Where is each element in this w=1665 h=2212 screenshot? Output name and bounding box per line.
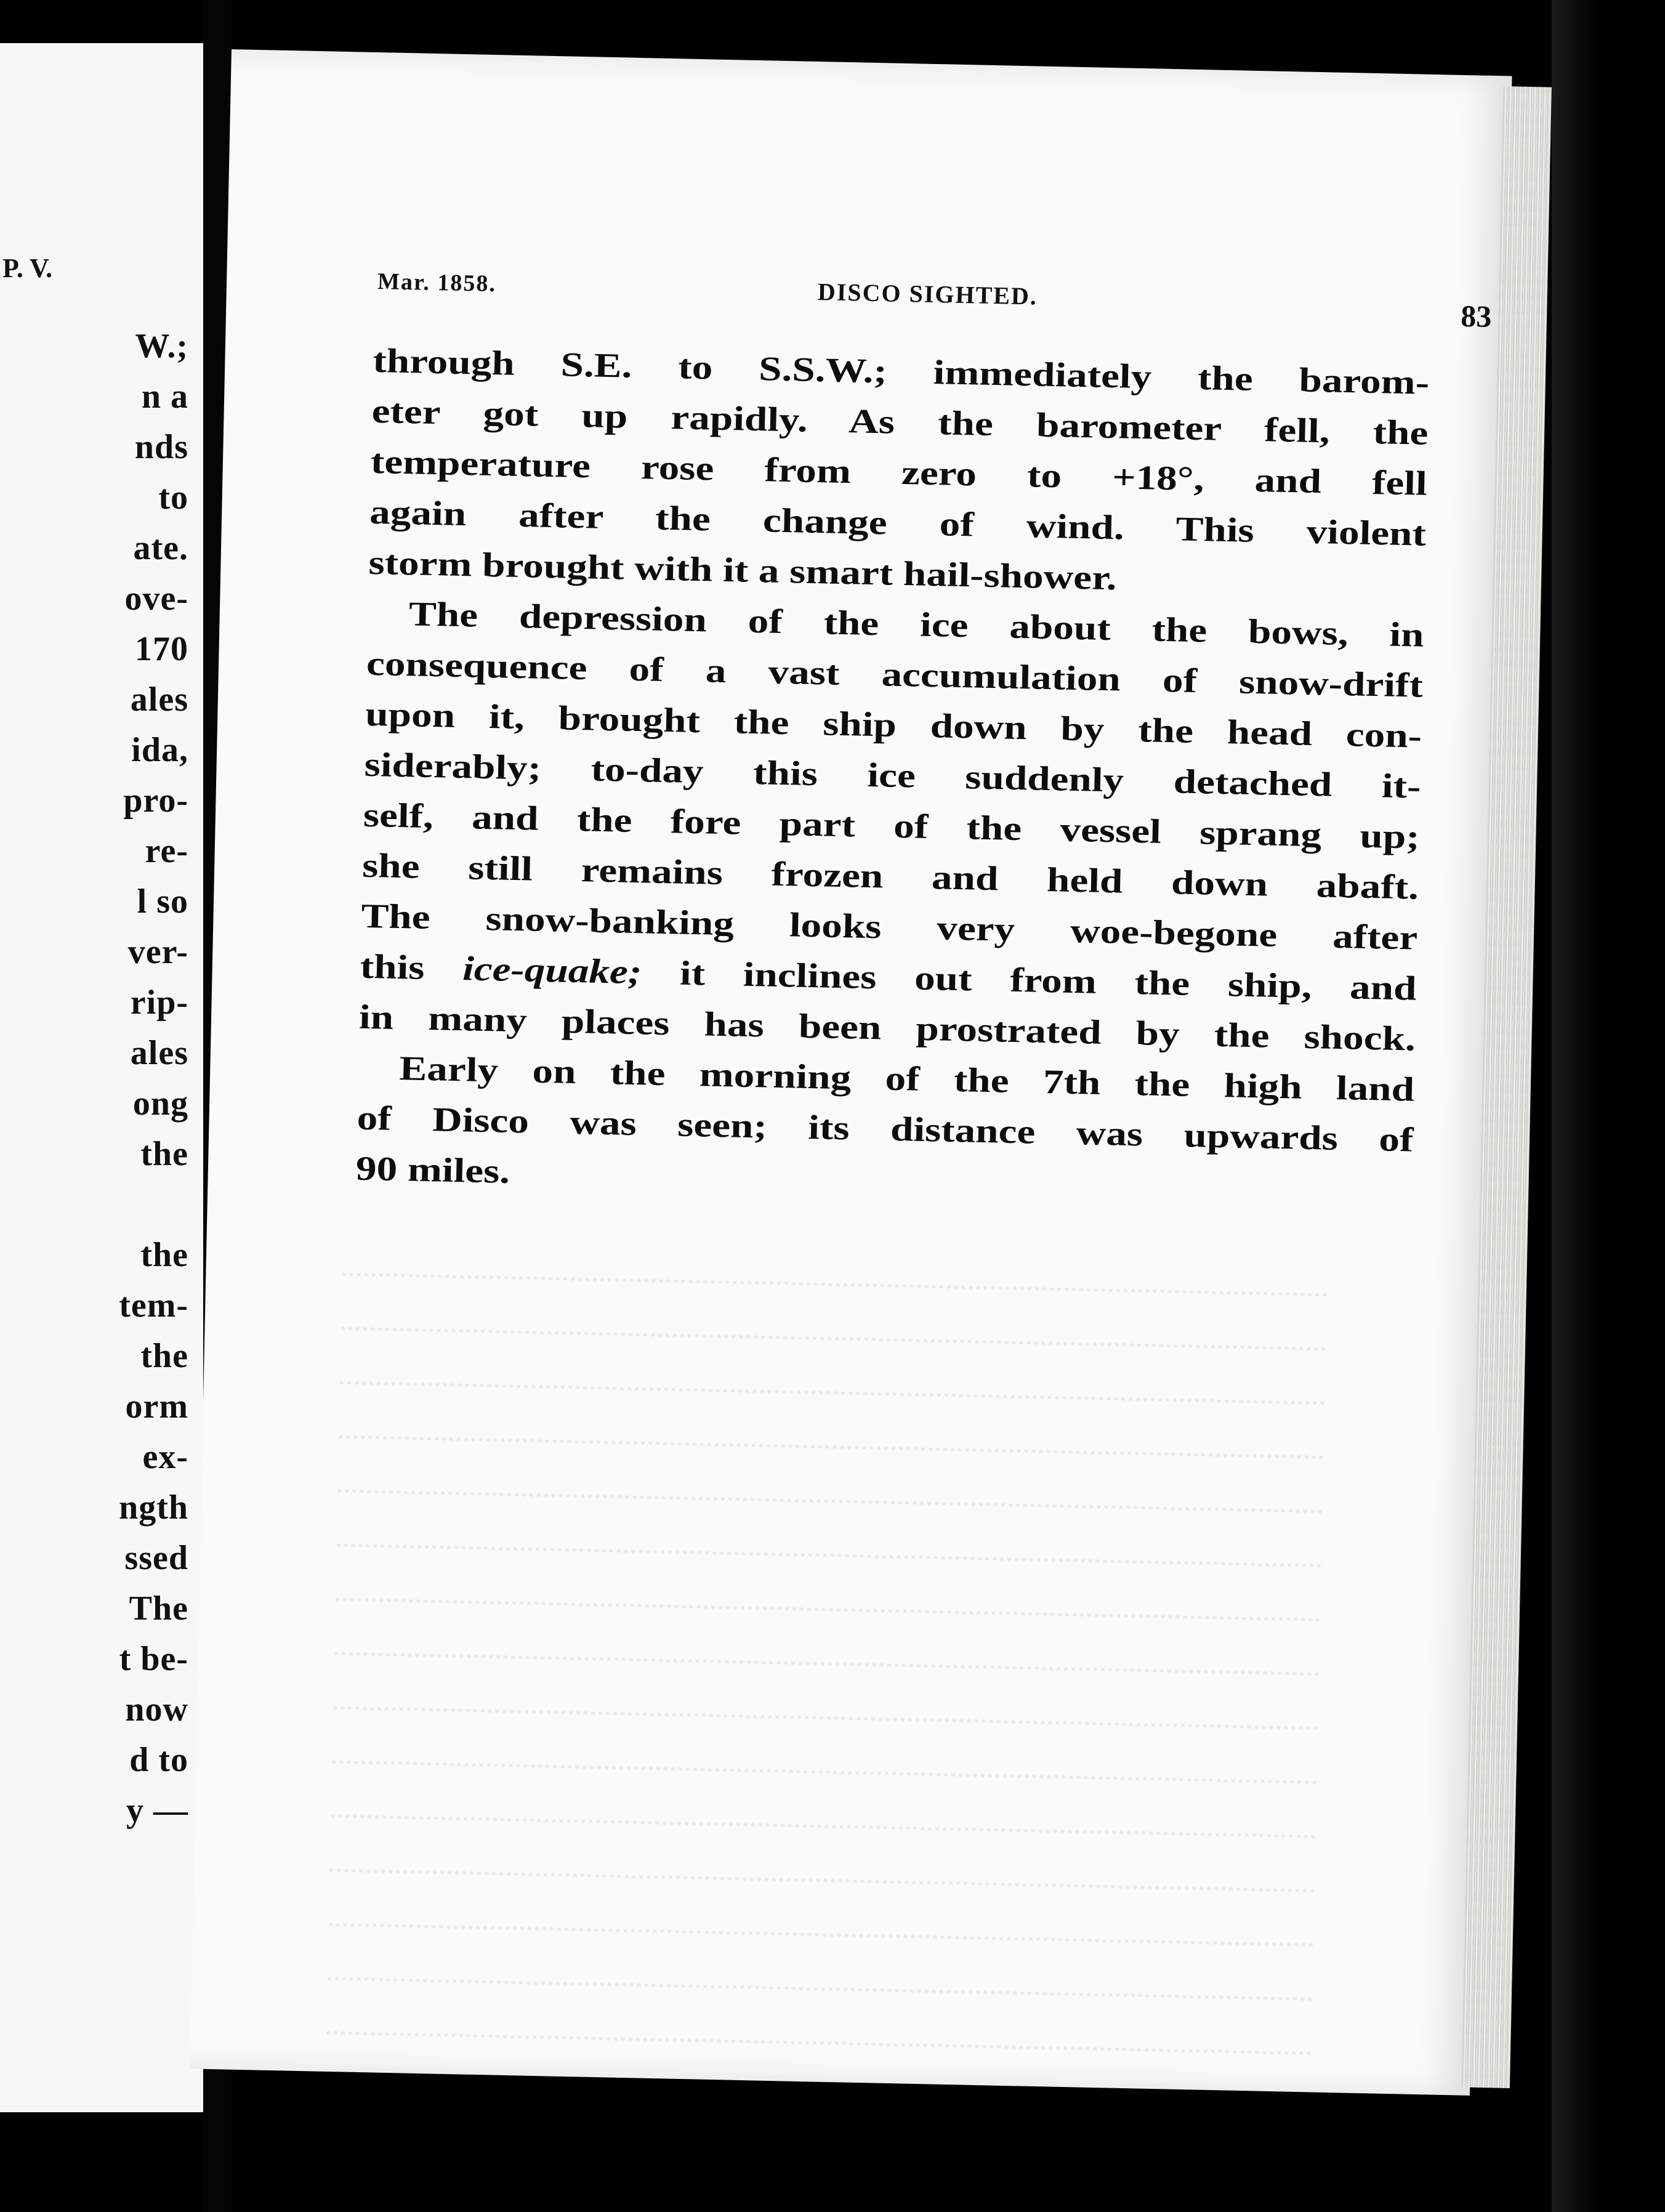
text-line: storm brought with it a smart hail-shower. bbox=[368, 543, 1118, 598]
left-line-fragment: ate. bbox=[133, 529, 188, 567]
text-line: again after the change of wind. This violent bbox=[369, 493, 1427, 554]
left-line-fragment: t be- bbox=[119, 1640, 188, 1678]
left-line-fragment: ssed bbox=[124, 1539, 188, 1577]
left-page-header-fragment: P. V. bbox=[2, 253, 53, 283]
scan-background bbox=[1552, 0, 1665, 2212]
left-line-fragment: pro- bbox=[123, 781, 188, 820]
right-page bbox=[189, 49, 1512, 2096]
left-line-fragment: ngth bbox=[119, 1488, 188, 1527]
text-line: eter got up rapidly. As the barometer fell, the bbox=[371, 392, 1429, 453]
left-line-fragment: orm bbox=[125, 1387, 188, 1426]
left-line-fragment: W.; bbox=[135, 327, 188, 365]
running-head bbox=[377, 268, 1492, 334]
left-line-fragment: ex- bbox=[142, 1438, 188, 1476]
text-line: temperature rose from zero to +18°, and fell bbox=[370, 442, 1428, 503]
text-segment: it inclines out from the ship, and bbox=[679, 954, 1417, 1008]
page-number: 83 bbox=[1460, 298, 1492, 334]
left-line-fragment: ver- bbox=[127, 933, 188, 971]
left-line-fragment: the bbox=[140, 1236, 188, 1274]
left-line-fragment: the bbox=[140, 1135, 188, 1173]
left-line-fragment: rip- bbox=[130, 983, 188, 1022]
running-head-date: Mar. 1858. bbox=[377, 268, 497, 297]
text-line: The depression of the ice about the bows, in bbox=[408, 595, 1425, 655]
left-line-fragment: 170 bbox=[135, 630, 188, 668]
left-facing-page bbox=[0, 43, 203, 2112]
text-line: upon it, brought the ship down by the head con- bbox=[365, 695, 1422, 756]
text-segment: this bbox=[360, 947, 425, 987]
text-line: through S.E. to S.S.W.; immediately the barom- bbox=[372, 341, 1430, 402]
left-line-fragment: n a bbox=[141, 377, 188, 416]
body-text bbox=[355, 336, 1430, 1216]
left-line-fragment: the bbox=[140, 1337, 188, 1375]
left-line-fragment: y — bbox=[126, 1791, 188, 1830]
text-line: Early on the morning of the 7th the high land bbox=[398, 1049, 1415, 1109]
left-line-fragment: tem- bbox=[119, 1286, 188, 1325]
text-line: 90 miles. bbox=[355, 1149, 510, 1191]
left-line-fragment: ove- bbox=[124, 579, 188, 618]
left-line-fragment: ida, bbox=[131, 731, 188, 769]
left-line-fragment: d to bbox=[129, 1741, 188, 1779]
left-line-fragment: ales bbox=[130, 680, 188, 719]
text-line: she still remains frozen and held down abaft. bbox=[361, 846, 1419, 907]
text-line: consequence of a vast accumulation of snow-drift bbox=[366, 644, 1424, 705]
left-line-fragment: l so bbox=[137, 882, 188, 921]
running-head-title: DISCO SIGHTED. bbox=[817, 278, 1038, 310]
text-line: self, and the fore part of the vessel sprang up; bbox=[363, 796, 1421, 857]
text-line: of Disco was seen; its distance was upwards of bbox=[357, 1099, 1414, 1160]
left-line-fragment: re- bbox=[145, 832, 188, 870]
left-line-fragment: ales bbox=[130, 1034, 188, 1072]
text-line: in many places has been prostrated by the shock. bbox=[358, 998, 1416, 1059]
left-line-fragment: nds bbox=[134, 428, 188, 466]
left-line-fragment: to bbox=[158, 478, 188, 517]
bleed-through-texture bbox=[326, 1222, 1328, 2055]
left-line-fragment: ong bbox=[132, 1084, 188, 1123]
text-line: The snow-banking looks very woe-begone after bbox=[360, 897, 1418, 958]
italic-term-ice-quake: ice-quake; bbox=[462, 950, 642, 992]
text-line: siderably; to-day this ice suddenly detached it- bbox=[364, 745, 1421, 806]
left-line-fragment: now bbox=[125, 1690, 188, 1729]
left-line-fragment: The bbox=[129, 1589, 188, 1628]
